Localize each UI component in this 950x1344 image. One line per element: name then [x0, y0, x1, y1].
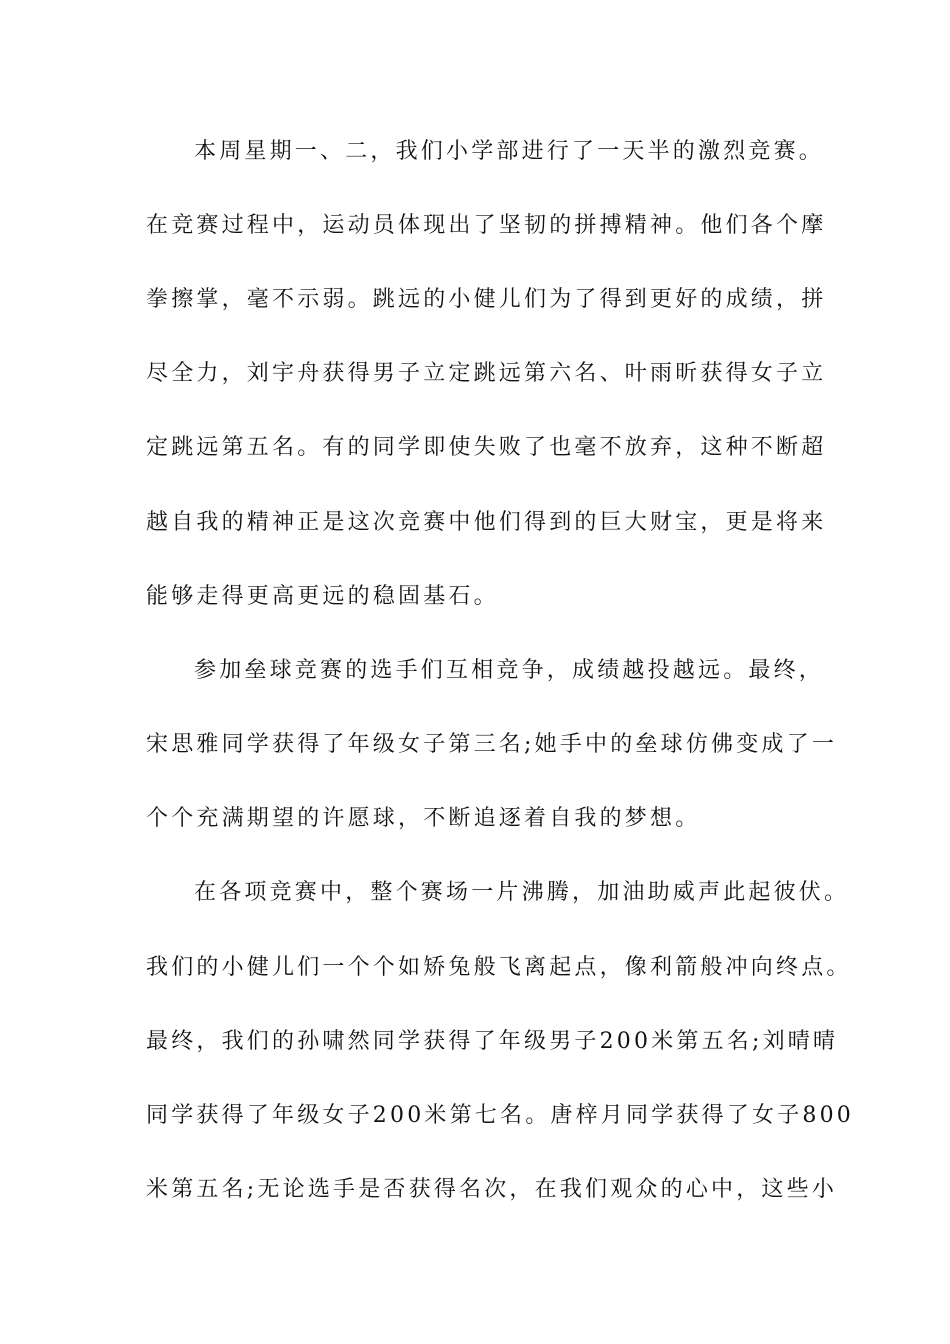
- paragraph-2-line-3: 个个充满期望的许愿球，不断追逐着自我的梦想。: [146, 806, 701, 831]
- paragraph-3-line-2: 我们的小健儿们一个个如矫兔般飞离起点，像利箭般冲向终点。: [146, 955, 852, 980]
- paragraph-3-line-4: 同学获得了年级女子200米第七名。唐梓月同学获得了女子800: [146, 1103, 854, 1128]
- paragraph-2-line-1: 参加垒球竞赛的选手们互相竞争，成绩越投越远。最终，: [194, 658, 825, 683]
- paragraph-1-line-1: 本周星期一、二，我们小学部进行了一天半的激烈竞赛。: [194, 139, 825, 164]
- paragraph-1-line-4: 尽全力，刘宇舟获得男子立定跳远第六名、叶雨昕获得女子立: [146, 361, 827, 386]
- paragraph-1-line-2: 在竞赛过程中，运动员体现出了坚韧的拼搏精神。他们各个摩: [146, 213, 827, 238]
- paragraph-3-line-3: 最终，我们的孙啸然同学获得了年级男子200米第五名;刘晴晴: [146, 1029, 839, 1054]
- paragraph-1-line-6: 越自我的精神正是这次竞赛中他们得到的巨大财宝，更是将来: [146, 510, 827, 535]
- paragraph-3-line-1: 在各项竞赛中，整个赛场一片沸腾，加油助威声此起彼伏。: [194, 880, 850, 905]
- paragraph-2-line-2: 宋思雅同学获得了年级女子第三名;她手中的垒球仿佛变成了一: [146, 732, 838, 757]
- paragraph-1-line-7: 能够走得更高更远的稳固基石。: [146, 584, 499, 609]
- paragraph-3-line-5: 米第五名;无论选手是否获得名次，在我们观众的心中，这些小: [146, 1177, 838, 1202]
- paragraph-1-line-3: 拳擦掌，毫不示弱。跳远的小健儿们为了得到更好的成绩，拼: [146, 287, 827, 312]
- paragraph-1-line-5: 定跳远第五名。有的同学即使失败了也毫不放弃，这种不断超: [146, 435, 827, 460]
